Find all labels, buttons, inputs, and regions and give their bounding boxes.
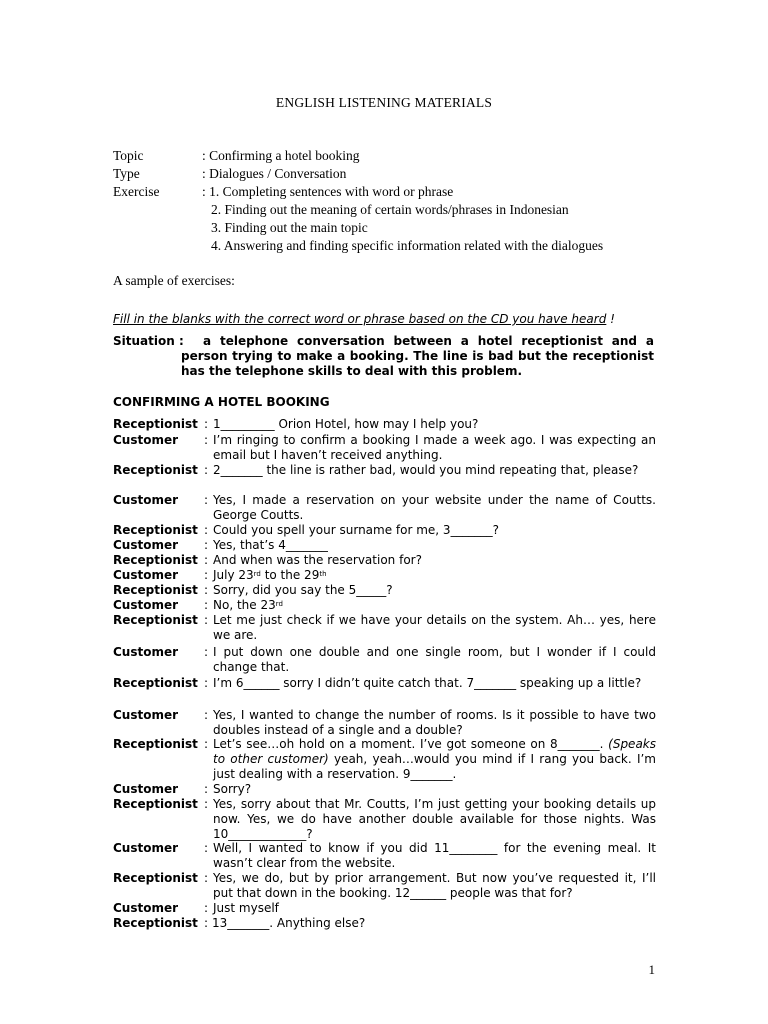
speaker-label: Customer (113, 708, 179, 722)
exercise-item: 4. Answering and finding specific information related with the dialogues (211, 238, 604, 253)
speaker-label: Customer (113, 782, 179, 796)
speaker-label: Customer (113, 901, 179, 915)
speaker-label: Receptionist (113, 417, 198, 431)
sample-heading: A sample of exercises: (113, 273, 235, 288)
speaker-label: Receptionist (113, 553, 198, 567)
utterance: Sorry, did you say the 5_____? (213, 583, 393, 597)
speaker-label: Receptionist (113, 916, 198, 930)
instruction-suffix: ! (606, 312, 615, 326)
exercise-item: : 1. Completing sentences with word or phrase (202, 184, 454, 199)
page-number: 1 (648, 962, 655, 977)
speaker-label: Receptionist (113, 871, 198, 885)
utterance: Yes, sorry about that Mr. Coutts, I’m just getting your booking details up now. Yes, we do have another double available for those nights. Was 10_____________? (213, 797, 656, 841)
exercise-item: 3. Finding out the main topic (211, 220, 368, 235)
utterance: And when was the reservation for? (213, 553, 422, 567)
speaker-label: Customer (113, 598, 179, 612)
situation-text-rest: person trying to make a booking. The line is bad but the receptionist has the telephone skills to deal with this problem. (181, 349, 654, 378)
speaker-label: Customer (113, 568, 179, 582)
utterance: Well, I wanted to know if you did 11________ for the evening meal. It wasn’t clear from the website. (213, 841, 656, 870)
utterance: Could you spell your surname for me, 3_______? (213, 523, 499, 537)
utterance: Sorry? (213, 782, 252, 796)
situation-text-line1: a telephone conversation between a hotel receptionist and a (203, 334, 654, 348)
instruction (113, 312, 615, 326)
utterance: I’m ringing to confirm a booking I made a week ago. I was expecting an email but I haven’t received anything. (213, 433, 656, 462)
topic-value: : Confirming a hotel booking (202, 148, 360, 163)
utterance: Yes, I wanted to change the number of rooms. Is it possible to have two doubles instead of a single and a double? (213, 708, 656, 737)
type-label: Type (113, 166, 140, 181)
utterance: Yes, I made a reservation on your website under the name of Coutts. George Coutts. (213, 493, 656, 522)
speaker-label: Receptionist (113, 523, 198, 537)
utterance: Let me just check if we have your details on the system. Ah… yes, here we are. (213, 613, 656, 642)
instruction-text: Fill in the blanks with the correct word or phrase based on the CD you have heard (113, 312, 607, 326)
utterance: 1_________ Orion Hotel, how may I help you? (213, 417, 479, 431)
utterance: Let’s see…oh hold on a moment. I’ve got someone on 8_______. (Speaks to other customer) yeah, yeah…would you mind if I rang you back. I’m just dealing with a reservation. 9_______. (213, 737, 656, 781)
speaker-label: Receptionist (113, 797, 198, 811)
speaker-label: Customer (113, 493, 179, 507)
utterance: Yes, we do, but by prior arrangement. But now you’ve requested it, I’ll put that down in the booking. 12______ people was that for? (213, 871, 656, 900)
utterance: 2_______ the line is rather bad, would you mind repeating that, please? (213, 463, 639, 477)
utterance: I’m 6______ sorry I didn’t quite catch that. 7_______ speaking up a little? (213, 676, 642, 690)
exercise-item: 2. Finding out the meaning of certain words/phrases in Indonesian (211, 202, 569, 217)
utterance: Just myself (213, 901, 279, 915)
utterance: 13_______. Anything else? (212, 916, 366, 930)
topic-label: Topic (113, 148, 144, 163)
utterance: No, the 23rd (213, 598, 283, 612)
speaker-label: Receptionist (113, 583, 198, 597)
speaker-label: Receptionist (113, 676, 198, 690)
speaker-label: Customer (113, 841, 179, 855)
speaker-label: Customer (113, 645, 179, 659)
document-title: ENGLISH LISTENING MATERIALS (275, 95, 493, 110)
utterance: Yes, that’s 4_______ (213, 538, 328, 552)
speaker-label: Customer (113, 433, 179, 447)
speaker-label: Receptionist (113, 613, 198, 627)
situation-label: Situation : (113, 334, 184, 348)
dialogue-heading: CONFIRMING A HOTEL BOOKING (113, 395, 330, 409)
speaker-label: Customer (113, 538, 179, 552)
utterance: July 23rd to the 29th (213, 568, 327, 582)
exercise-label: Exercise (113, 184, 160, 199)
situation-text (181, 334, 654, 379)
type-value: : Dialogues / Conversation (202, 166, 347, 181)
speaker-label: Receptionist (113, 737, 198, 751)
utterance: I put down one double and one single room, but I wonder if I could change that. (213, 645, 656, 674)
speaker-label: Receptionist (113, 463, 198, 477)
